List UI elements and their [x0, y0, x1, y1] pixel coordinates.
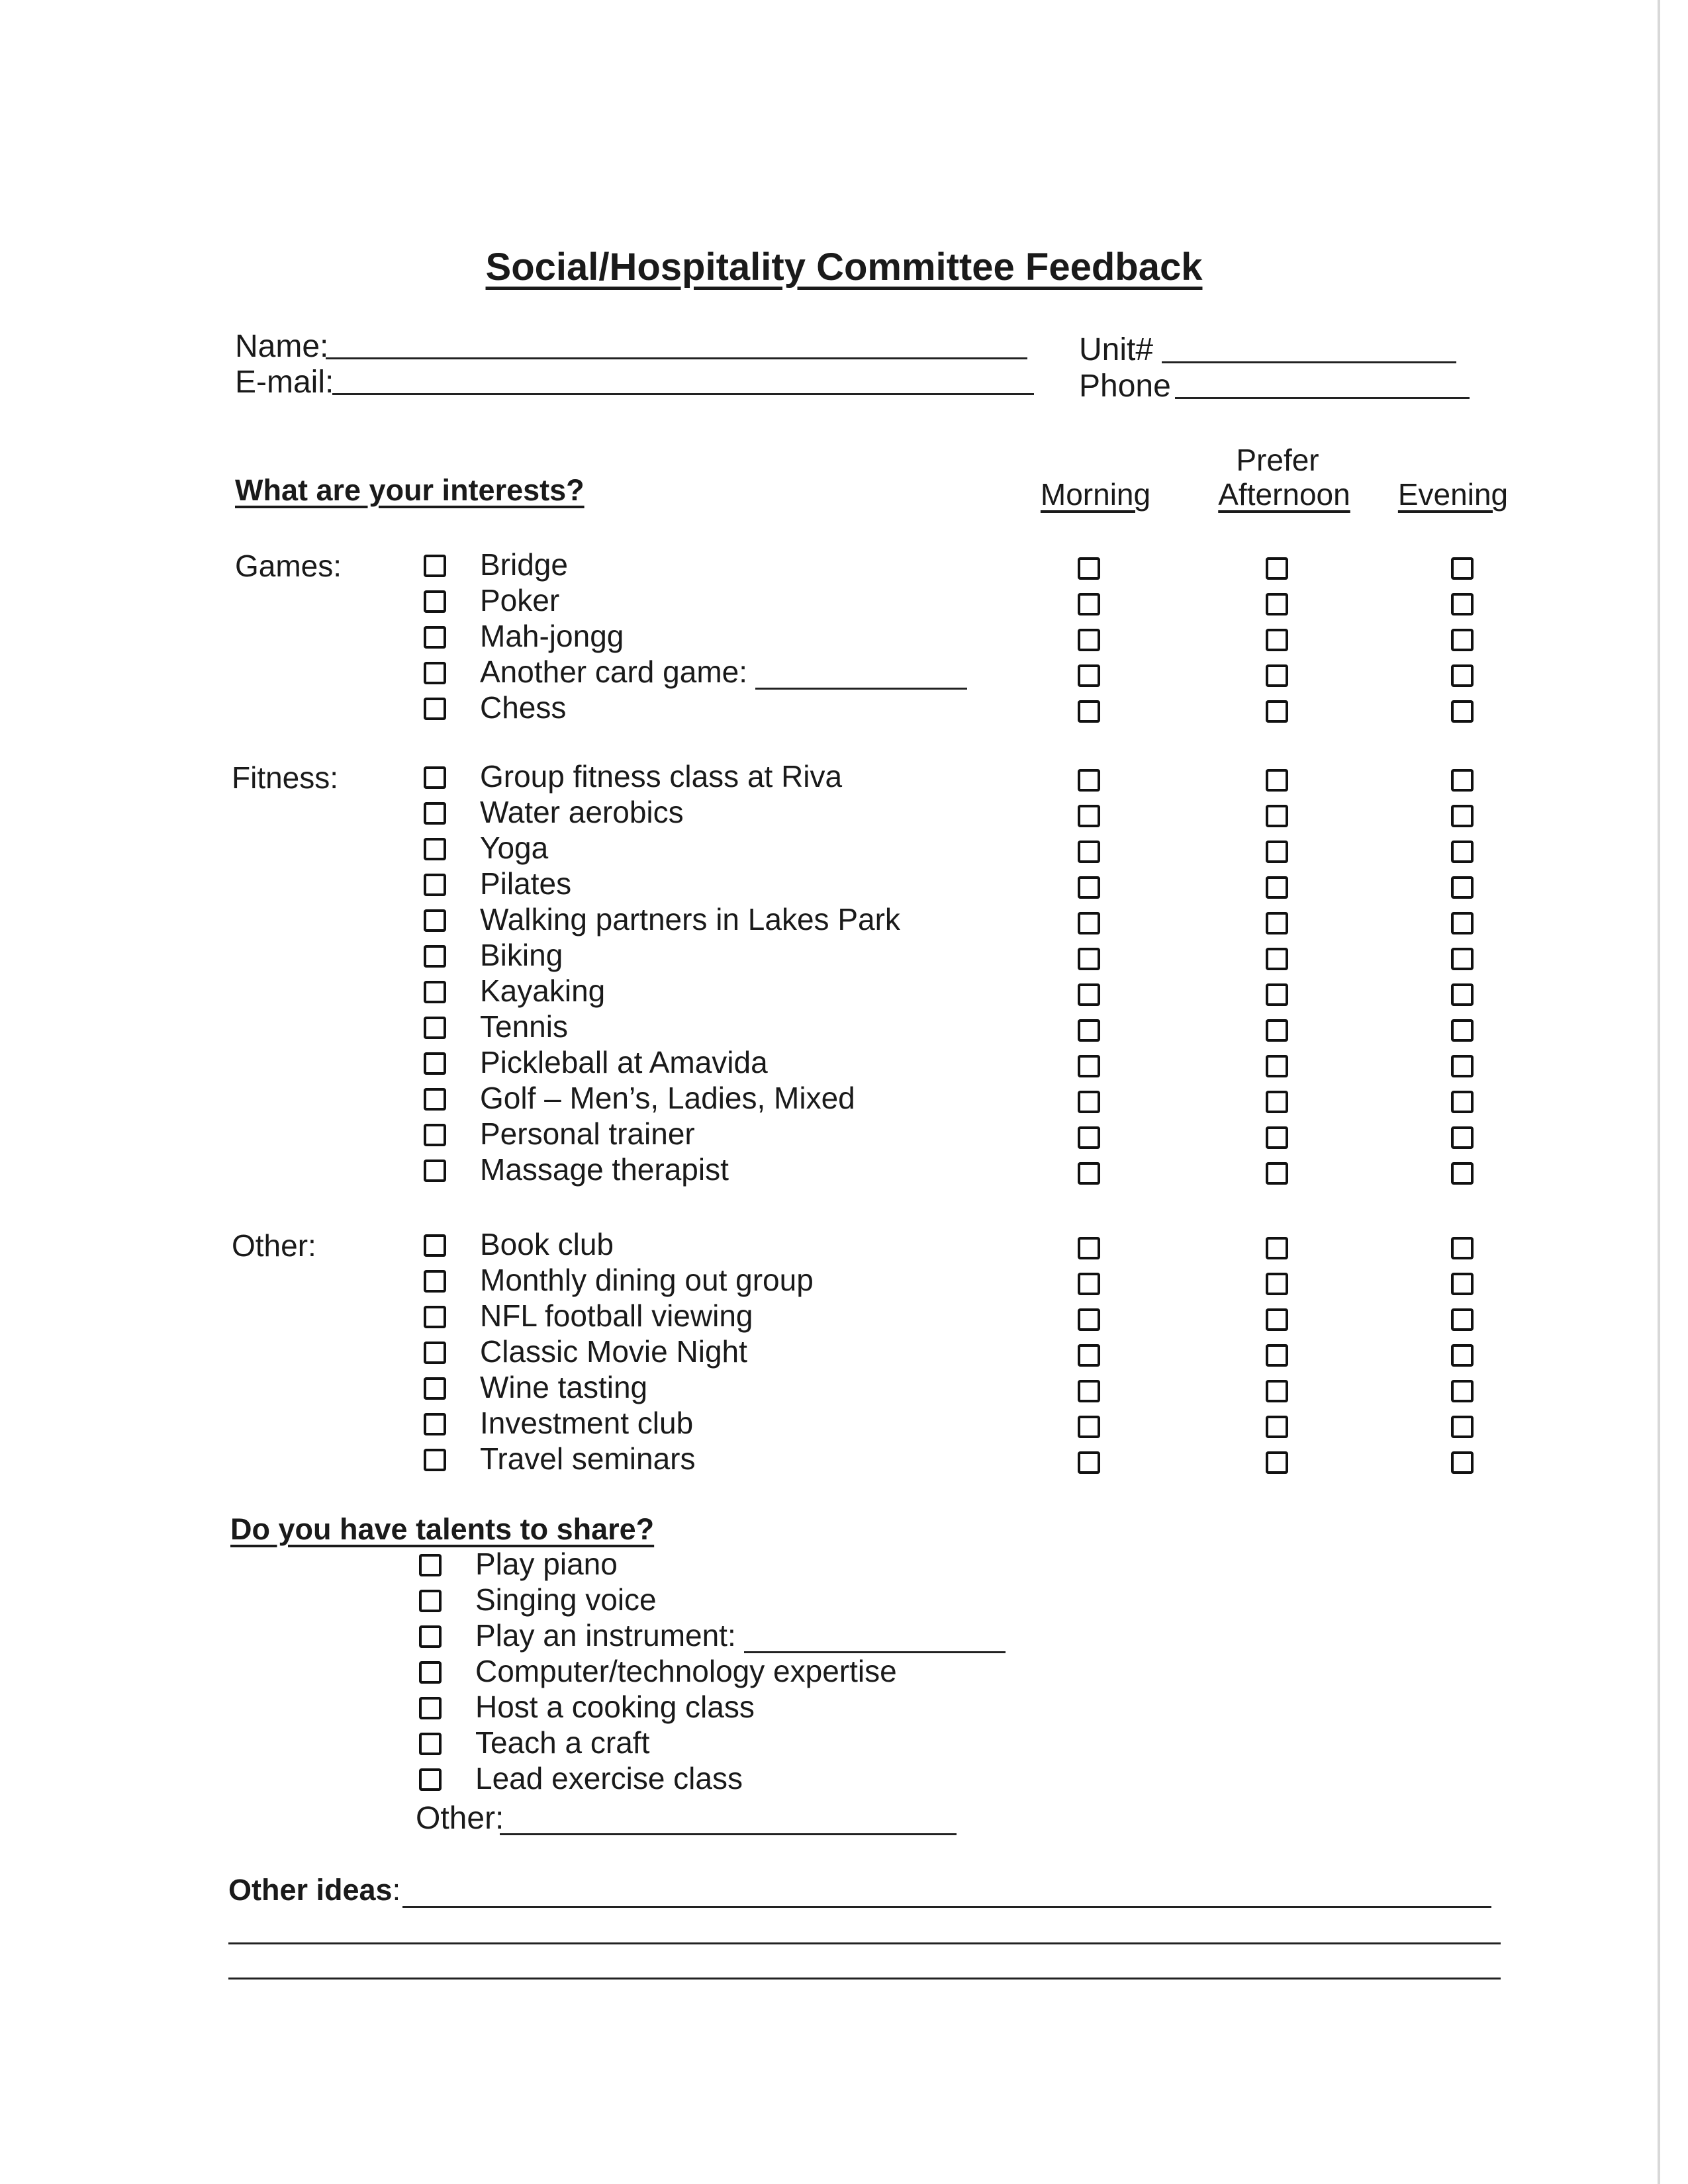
interest-checkbox[interactable] — [424, 802, 446, 825]
interest-item — [480, 1405, 693, 1441]
time-checkbox-afternoon[interactable] — [1266, 805, 1288, 827]
interest-item — [480, 1116, 695, 1152]
time-checkbox-morning[interactable] — [1078, 664, 1100, 687]
interest-checkbox[interactable] — [424, 698, 446, 720]
section-label: Games: — [235, 549, 342, 583]
interest-item-label: Group fitness class at Riva — [480, 759, 843, 794]
interest-item — [480, 830, 548, 866]
interest-checkbox[interactable] — [424, 626, 446, 649]
form-title: Social/Hospitality Committee Feedback — [485, 246, 1203, 289]
interest-item-label: Pilates — [480, 866, 572, 901]
interest-checkbox[interactable] — [424, 662, 446, 684]
interest-item — [480, 937, 563, 973]
time-checkbox-afternoon[interactable] — [1266, 1162, 1288, 1185]
time-checkbox-afternoon[interactable] — [1266, 664, 1288, 687]
time-checkbox-morning[interactable] — [1078, 1416, 1100, 1438]
interest-item — [480, 654, 967, 690]
interest-item — [480, 1152, 729, 1187]
time-checkbox-evening[interactable] — [1451, 1126, 1474, 1149]
talent-item — [475, 1582, 657, 1617]
time-checkbox-morning[interactable] — [1078, 1380, 1100, 1402]
talent-item-label: Play piano — [475, 1547, 618, 1581]
time-checkbox-afternoon[interactable] — [1266, 1380, 1288, 1402]
time-checkbox-evening[interactable] — [1451, 1091, 1474, 1113]
time-checkbox-afternoon[interactable] — [1266, 1416, 1288, 1438]
interest-item — [480, 1334, 747, 1369]
talent-checkbox[interactable] — [419, 1768, 442, 1791]
time-checkbox-evening[interactable] — [1451, 948, 1474, 970]
write-in-field[interactable] — [755, 661, 967, 690]
interest-item-label: Walking partners in Lakes Park — [480, 902, 900, 936]
time-checkbox-afternoon[interactable] — [1266, 1308, 1288, 1331]
interest-checkbox[interactable] — [424, 1052, 446, 1075]
instrument-field[interactable] — [744, 1625, 1006, 1653]
interest-checkbox[interactable] — [424, 590, 446, 613]
interest-checkbox[interactable] — [424, 1234, 446, 1257]
interest-checkbox[interactable] — [424, 1160, 446, 1182]
name-label: Name: — [235, 329, 329, 364]
time-checkbox-evening[interactable] — [1451, 1380, 1474, 1402]
time-checkbox-morning[interactable] — [1078, 1019, 1100, 1042]
email-field[interactable] — [332, 393, 1034, 395]
talent-item-label: Teach a craft — [475, 1725, 650, 1760]
time-checkbox-afternoon[interactable] — [1266, 629, 1288, 651]
time-checkbox-morning[interactable] — [1078, 1451, 1100, 1474]
interest-checkbox[interactable] — [424, 909, 446, 932]
talent-checkbox[interactable] — [419, 1554, 442, 1576]
talent-checkbox[interactable] — [419, 1625, 442, 1648]
interest-checkbox[interactable] — [424, 1449, 446, 1471]
interest-item — [480, 1226, 614, 1262]
time-checkbox-afternoon[interactable] — [1266, 1091, 1288, 1113]
interest-item — [480, 866, 571, 901]
time-checkbox-evening[interactable] — [1451, 983, 1474, 1006]
interest-item — [480, 618, 624, 654]
time-checkbox-morning[interactable] — [1078, 983, 1100, 1006]
other-ideas-colon: : — [392, 1873, 401, 1907]
talent-checkbox[interactable] — [419, 1590, 442, 1612]
time-checkbox-evening[interactable] — [1451, 700, 1474, 723]
time-checkbox-morning[interactable] — [1078, 1237, 1100, 1259]
talent-checkbox[interactable] — [419, 1733, 442, 1755]
interest-item — [480, 794, 684, 830]
talent-item — [475, 1725, 649, 1760]
interest-item-label: Water aerobics — [480, 795, 684, 829]
time-checkbox-morning[interactable] — [1078, 700, 1100, 723]
time-checkbox-afternoon[interactable] — [1266, 948, 1288, 970]
interest-item-label: Yoga — [480, 831, 549, 865]
time-checkbox-afternoon[interactable] — [1266, 983, 1288, 1006]
interest-item-label: Another card game: — [480, 655, 748, 689]
talent-item — [475, 1546, 618, 1582]
phone-label: Phone — [1079, 369, 1171, 404]
talents-other-field[interactable] — [500, 1833, 957, 1835]
time-checkbox-evening[interactable] — [1451, 1416, 1474, 1438]
time-checkbox-evening[interactable] — [1451, 1019, 1474, 1042]
time-checkbox-evening[interactable] — [1451, 1055, 1474, 1077]
time-checkbox-evening[interactable] — [1451, 557, 1474, 580]
talent-item — [475, 1689, 755, 1725]
time-checkbox-morning[interactable] — [1078, 841, 1100, 863]
time-checkbox-morning[interactable] — [1078, 912, 1100, 934]
time-checkbox-evening[interactable] — [1451, 1344, 1474, 1367]
time-checkbox-afternoon[interactable] — [1266, 1451, 1288, 1474]
time-checkbox-morning[interactable] — [1078, 805, 1100, 827]
time-checkbox-morning[interactable] — [1078, 557, 1100, 580]
talent-item-label: Play an instrument: — [475, 1618, 736, 1653]
interest-item — [480, 690, 566, 725]
interest-item-label: Chess — [480, 690, 567, 725]
scan-page-edge — [1658, 0, 1660, 2184]
time-checkbox-morning[interactable] — [1078, 1344, 1100, 1367]
interest-item-label: Classic Movie Night — [480, 1334, 747, 1369]
time-checkbox-evening[interactable] — [1451, 1162, 1474, 1185]
interest-checkbox[interactable] — [424, 981, 446, 1003]
interest-item-label: Massage therapist — [480, 1152, 729, 1187]
time-checkbox-morning[interactable] — [1078, 1308, 1100, 1331]
time-checkbox-evening[interactable] — [1451, 1451, 1474, 1474]
interest-item — [480, 1080, 855, 1116]
interest-item-label: Monthly dining out group — [480, 1263, 814, 1297]
time-checkbox-afternoon[interactable] — [1266, 700, 1288, 723]
time-checkbox-afternoon[interactable] — [1266, 912, 1288, 934]
interest-checkbox[interactable] — [424, 1088, 446, 1111]
interest-checkbox[interactable] — [424, 874, 446, 896]
time-checkbox-afternoon[interactable] — [1266, 841, 1288, 863]
time-checkbox-afternoon[interactable] — [1266, 557, 1288, 580]
interest-checkbox[interactable] — [424, 1377, 446, 1400]
interest-item-label: Personal trainer — [480, 1116, 695, 1151]
time-checkbox-afternoon[interactable] — [1266, 1019, 1288, 1042]
interest-item — [480, 1262, 814, 1298]
time-checkbox-evening[interactable] — [1451, 805, 1474, 827]
interest-checkbox[interactable] — [424, 1270, 446, 1293]
time-checkbox-evening[interactable] — [1451, 629, 1474, 651]
interest-item — [480, 1009, 568, 1044]
interest-item — [480, 1298, 753, 1334]
interest-item-label: Book club — [480, 1227, 614, 1261]
talent-checkbox[interactable] — [419, 1697, 442, 1719]
talents-heading: Do you have talents to share? — [230, 1512, 655, 1546]
phone-field[interactable] — [1175, 397, 1470, 399]
time-checkbox-morning[interactable] — [1078, 1055, 1100, 1077]
column-morning: Morning — [1040, 477, 1151, 512]
time-checkbox-morning[interactable] — [1078, 1273, 1100, 1295]
time-checkbox-afternoon[interactable] — [1266, 1055, 1288, 1077]
interest-item-label: Pickleball at Amavida — [480, 1045, 768, 1079]
time-checkbox-afternoon[interactable] — [1266, 1126, 1288, 1149]
time-checkbox-afternoon[interactable] — [1266, 593, 1288, 615]
column-afternoon: Afternoon — [1218, 477, 1350, 512]
other-ideas-line-2[interactable] — [228, 1942, 1501, 1944]
time-checkbox-evening[interactable] — [1451, 1308, 1474, 1331]
other-ideas-row — [228, 1873, 400, 1907]
interest-item-label: Mah-jongg — [480, 619, 624, 653]
interest-checkbox[interactable] — [424, 1342, 446, 1364]
interest-item-label: Travel seminars — [480, 1441, 696, 1476]
interests-heading: What are your interests? — [235, 473, 585, 507]
time-checkbox-evening[interactable] — [1451, 912, 1474, 934]
interest-item-label: Kayaking — [480, 974, 606, 1008]
section-label: Fitness: — [232, 760, 339, 795]
prefer-label: Prefer — [1236, 443, 1319, 477]
talent-checkbox[interactable] — [419, 1661, 442, 1684]
time-checkbox-morning[interactable] — [1078, 876, 1100, 899]
interest-item-label: Investment club — [480, 1406, 694, 1440]
interest-item — [480, 1369, 647, 1405]
email-label: E-mail: — [235, 365, 334, 400]
interest-item-label: Poker — [480, 583, 560, 617]
unit-label: Unit# — [1079, 332, 1154, 367]
column-evening: Evening — [1397, 477, 1509, 512]
other-ideas-line-3[interactable] — [228, 1978, 1501, 1979]
interest-checkbox[interactable] — [424, 945, 446, 968]
other-ideas-label: Other ideas — [228, 1873, 393, 1907]
other-ideas-line-1[interactable] — [402, 1906, 1491, 1908]
time-checkbox-morning[interactable] — [1078, 1126, 1100, 1149]
interest-item — [480, 1441, 695, 1477]
time-checkbox-evening[interactable] — [1451, 1237, 1474, 1259]
interest-checkbox[interactable] — [424, 766, 446, 789]
talent-item-label: Lead exercise class — [475, 1761, 743, 1796]
time-checkbox-evening[interactable] — [1451, 876, 1474, 899]
time-checkbox-evening[interactable] — [1451, 664, 1474, 687]
interest-checkbox[interactable] — [424, 1124, 446, 1146]
interest-item — [480, 901, 900, 937]
interest-item — [480, 547, 568, 582]
interest-item — [480, 582, 559, 618]
time-checkbox-morning[interactable] — [1078, 629, 1100, 651]
interest-item-label: Wine tasting — [480, 1370, 648, 1404]
time-checkbox-afternoon[interactable] — [1266, 769, 1288, 792]
talent-item-label: Host a cooking class — [475, 1690, 755, 1724]
time-checkbox-afternoon[interactable] — [1266, 1237, 1288, 1259]
talents-other-label: Other: — [416, 1801, 504, 1836]
time-checkbox-evening[interactable] — [1451, 1273, 1474, 1295]
interest-checkbox[interactable] — [424, 1017, 446, 1039]
interest-item-label: Bridge — [480, 547, 568, 582]
unit-field[interactable] — [1162, 361, 1456, 363]
talent-item — [475, 1617, 1006, 1653]
time-checkbox-evening[interactable] — [1451, 841, 1474, 863]
time-checkbox-morning[interactable] — [1078, 1162, 1100, 1185]
time-checkbox-morning[interactable] — [1078, 593, 1100, 615]
interest-item — [480, 973, 605, 1009]
talent-item — [475, 1760, 743, 1796]
interest-checkbox[interactable] — [424, 838, 446, 860]
name-field[interactable] — [326, 357, 1027, 359]
time-checkbox-morning[interactable] — [1078, 769, 1100, 792]
time-checkbox-evening[interactable] — [1451, 769, 1474, 792]
interest-item-label: Golf – Men’s, Ladies, Mixed — [480, 1081, 855, 1115]
interest-checkbox[interactable] — [424, 1413, 446, 1435]
interest-checkbox[interactable] — [424, 555, 446, 577]
time-checkbox-morning[interactable] — [1078, 1091, 1100, 1113]
talent-item-label: Computer/technology expertise — [475, 1654, 897, 1688]
time-checkbox-afternoon[interactable] — [1266, 876, 1288, 899]
interest-item-label: Biking — [480, 938, 563, 972]
time-checkbox-evening[interactable] — [1451, 593, 1474, 615]
section-label: Other: — [232, 1228, 316, 1263]
time-checkbox-afternoon[interactable] — [1266, 1344, 1288, 1367]
talent-item — [475, 1653, 897, 1689]
interest-item — [480, 1044, 768, 1080]
talent-item-label: Singing voice — [475, 1582, 657, 1617]
interest-item — [480, 758, 842, 794]
interest-item-label: Tennis — [480, 1009, 568, 1044]
interest-item-label: NFL football viewing — [480, 1298, 753, 1333]
time-checkbox-afternoon[interactable] — [1266, 1273, 1288, 1295]
interest-checkbox[interactable] — [424, 1306, 446, 1328]
time-checkbox-morning[interactable] — [1078, 948, 1100, 970]
